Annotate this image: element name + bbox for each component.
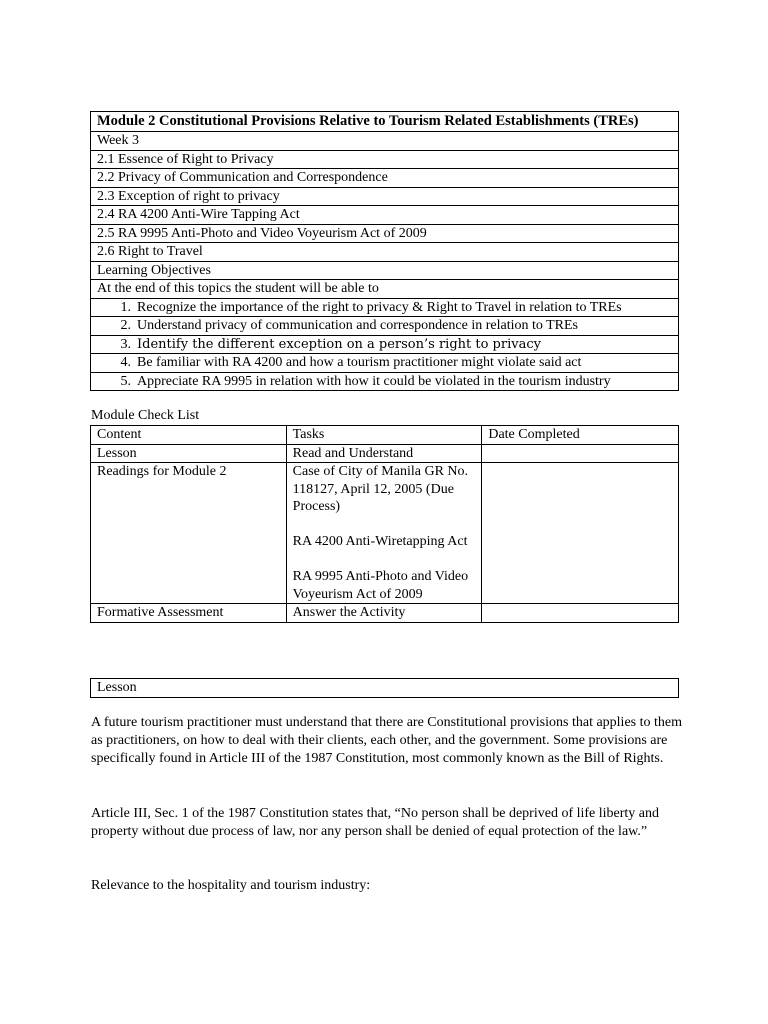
objective-text: Identify the different exception on a person’s right to privacy [137,336,541,352]
lesson-paragraph: Article III, Sec. 1 of the 1987 Constitution states that, “No person shall be deprived of life liberty and property without due process of law, nor any person shall be denied of equal protection of the law.” [91,806,660,839]
date-cell [482,463,679,604]
topic-item: 2.2 Privacy of Communication and Correspondence [91,169,679,188]
topic-item: 2.1 Essence of Right to Privacy [91,150,679,169]
module-week: Week 3 [91,132,679,151]
objective-number: 5. [120,373,131,389]
checklist-caption: Module Check List [91,408,200,423]
topic-item: 2.3 Exception of right to privacy [91,187,679,206]
lesson-heading: Lesson [91,679,679,698]
column-header-date-completed: Date Completed [482,426,679,445]
content-cell: Readings for Module 2 [91,463,287,604]
content-cell: Formative Assessment [91,604,287,623]
lesson-paragraph: Relevance to the hospitality and tourism industry: [91,878,371,893]
checklist-header-row [91,426,679,445]
tasks-cell [286,463,482,604]
tasks-cell [286,444,482,463]
objective-text: Understand privacy of communication and correspondence in relation to TREs [137,318,578,333]
lesson-paragraph: A future tourism practitioner must understand that there are Constitutional provisions that applies to them as practitioners, on how to deal with their clients, each other, and the government. Some provisions are specifically found in Article III of the 1987 Constitution, most commonly known as the Bill of Rights. [91,715,682,766]
objective-item [91,354,679,373]
learning-objectives-label: Learning Objectives [91,261,679,280]
module-table [90,111,679,391]
topic-item: 2.4 RA 4200 Anti-Wire Tapping Act [91,206,679,225]
table-row [91,604,679,623]
column-header-tasks: Tasks [286,426,482,445]
objective-number: 2. [120,318,131,333]
date-cell [482,444,679,463]
lesson-heading-box [90,678,679,698]
task-item: RA 4200 Anti-Wiretapping Act [292,534,468,549]
task-item: Answer the Activity [292,605,406,620]
module-title-row [91,112,679,132]
task-item: Case of City of Manila GR No. 118127, April 12, 2005 (Due Process) [292,464,469,514]
module-title: Module 2 Constitutional Provisions Relative to Tourism Related Establishments (TREs) [91,112,679,132]
objective-number: 3. [120,336,131,352]
objective-text: Be familiar with RA 4200 and how a tourism practitioner might violate said act [137,355,582,370]
objective-text: Appreciate RA 9995 in relation with how it could be violated in the tourism industry [137,373,611,389]
topic-item: 2.5 RA 9995 Anti-Photo and Video Voyeurism Act of 2009 [91,224,679,243]
objective-item [91,372,679,391]
content-cell: Lesson [91,444,287,463]
column-header-content: Content [91,426,287,445]
objective-text: Recognize the importance of the right to privacy & Right to Travel in relation to TREs [137,299,622,315]
checklist-table [90,425,679,623]
tasks-cell [286,604,482,623]
objective-item [91,298,679,317]
task-item: Read and Understand [292,445,414,461]
objective-item [91,335,679,354]
date-cell [482,604,679,623]
objectives-intro: At the end of this topics the student will be able to [91,280,679,299]
objective-item [91,317,679,336]
topic-item: 2.6 Right to Travel [91,243,679,262]
task-item: RA 9995 Anti-Photo and Video Voyeurism Act of 2009 [292,569,469,602]
objective-number: 4. [120,355,131,370]
table-row [91,463,679,604]
objective-number: 1. [120,299,131,315]
table-row [91,444,679,463]
